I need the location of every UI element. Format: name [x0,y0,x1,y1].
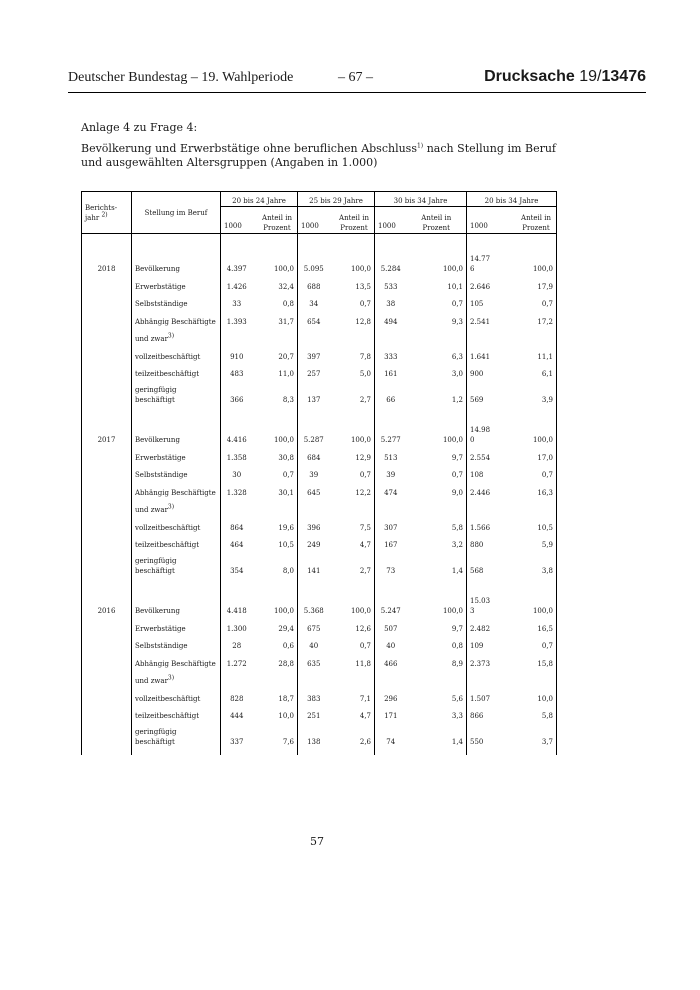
sub-header-share: Anteil in Prozent [330,207,375,234]
year-cell [82,327,132,345]
page-header [68,70,646,93]
value-1000-cell: 684 [298,445,330,463]
sub-header-1000: 1000 [298,207,330,234]
row-label: Erwerbstätige [132,616,221,634]
value-share-cell: 0,7 [451,471,463,479]
value-1000-cell: 5.247 [375,576,407,616]
value-share-cell: 5,8 [451,523,463,532]
value-1000-cell: 1.566 [467,515,495,533]
value-share-cell: 30,1 [278,488,294,497]
sub-header-1000: 1000 [467,207,495,234]
value-1000-cell: 249 [298,533,330,551]
value-1000-cell: 39 [298,463,330,481]
value-1000-cell: 675 [298,616,330,634]
value-1000-cell: 34 [298,292,330,310]
year-cell [82,669,132,687]
value-share-cell [495,498,557,516]
value-share-cell: 100,0 [442,607,463,615]
header-document-number: Drucksache 19/13476 [484,68,646,85]
year-cell [82,686,132,704]
value-share-cell: 2,7 [359,567,371,575]
value-share-cell: 3,0 [451,370,463,378]
value-1000-cell: 137 [298,379,330,405]
value-share-cell: 19,6 [278,523,294,532]
year-cell [82,463,132,481]
year-cell [82,344,132,362]
value-1000-cell: 2.541 [467,309,495,327]
table-row [82,292,557,310]
value-1000-cell: 5.368 [298,576,330,616]
value-1000-cell: 1.328 [221,480,253,498]
row-label: Abhängig Beschäftigte [132,309,221,327]
value-1000-cell: 654 [298,309,330,327]
value-share-cell [407,327,467,345]
value-1000-cell [298,669,330,687]
value-share-cell [407,669,467,687]
value-share-cell: 11,0 [278,370,294,378]
value-1000-cell: 474 [375,480,407,498]
value-share-cell [253,669,298,687]
value-share-cell: 100,0 [350,607,371,615]
value-share-cell: 12,9 [355,453,371,462]
spacer-cell [467,747,495,755]
value-1000-cell [375,669,407,687]
value-1000-cell: 28 [221,634,253,652]
table-row [82,445,557,463]
value-share-cell: 7,1 [359,694,371,703]
value-1000-cell [221,669,253,687]
value-share-cell: 9,0 [451,488,463,497]
row-label: Selbstständige [132,463,221,481]
year-cell [82,309,132,327]
sub-header-1000: 1000 [375,207,407,234]
value-1000-cell: 533 [375,274,407,292]
spacer-cell [82,747,132,755]
value-1000-cell: 38 [375,292,407,310]
value-share-cell: 10,1 [447,282,463,291]
value-1000-cell: 74 [375,721,407,747]
value-share-cell: 11,8 [355,659,371,668]
value-share-cell: 17,2 [495,309,557,327]
value-1000-cell: 14.98 0 [467,405,495,445]
value-1000-cell [221,327,253,345]
value-1000-cell: 828 [221,686,253,704]
value-share-cell: 6,1 [495,362,557,380]
row-label: geringfügig beschäftigt [132,721,221,747]
value-1000-cell: 568 [467,550,495,576]
value-1000-cell: 494 [375,309,407,327]
value-1000-cell: 910 [221,344,253,362]
row-label: Bevölkerung [132,405,221,445]
value-share-cell: 100,0 [495,576,557,616]
row-label: Abhängig Beschäftigte [132,651,221,669]
header-page-marker: – 67 – [338,70,373,85]
value-1000-cell: 383 [298,686,330,704]
value-1000-cell: 2.446 [467,480,495,498]
value-1000-cell: 354 [221,550,253,576]
row-label: Bevölkerung [132,234,221,275]
value-share-cell: 8,3 [282,396,294,404]
group-header-20-24: 20 bis 24 Jahre [221,192,298,207]
value-share-cell: 0,7 [495,292,557,310]
value-share-cell: 4,7 [359,712,371,720]
value-1000-cell: 2.554 [467,445,495,463]
table-row [82,515,557,533]
value-share-cell: 0,6 [282,642,294,650]
value-1000-cell: 109 [467,634,495,652]
value-share-cell: 2,7 [359,396,371,404]
value-share-cell [407,498,467,516]
value-1000-cell: 2.646 [467,274,495,292]
value-1000-cell: 4.397 [221,234,253,275]
table-row [82,616,557,634]
value-share-cell: 0,7 [495,463,557,481]
row-label: vollzeitbeschäftigt [132,686,221,704]
year-cell [82,704,132,722]
year-cell [82,634,132,652]
value-1000-cell [467,498,495,516]
value-1000-cell [298,498,330,516]
value-share-cell: 3,2 [451,541,463,549]
table-row [82,721,557,747]
value-1000-cell [375,327,407,345]
value-share-cell [253,327,298,345]
value-share-cell: 1,4 [451,738,463,746]
value-1000-cell: 444 [221,704,253,722]
table-caption: Bevölkerung und Erwerbstätige ohne beruflichen Abschluss$^{1)}$ nach Stellung im Beruf und ausgewählten Altersgruppen (Angaben in 1.000) [81,142,556,169]
value-1000-cell: 257 [298,362,330,380]
table-end-spacer [82,747,557,755]
value-1000-cell: 1.426 [221,274,253,292]
row-label: vollzeitbeschäftigt [132,344,221,362]
value-1000-cell: 15.03 3 [467,576,495,616]
value-share-cell: 3,3 [451,712,463,720]
value-1000-cell: 688 [298,274,330,292]
value-share-cell: 0,7 [359,300,371,308]
value-share-cell: 5,0 [359,370,371,378]
value-1000-cell: 40 [375,634,407,652]
value-1000-cell: 569 [467,379,495,405]
value-share-cell: 2,6 [359,738,371,746]
value-1000-cell: 73 [375,550,407,576]
value-1000-cell: 396 [298,515,330,533]
value-share-cell: 0,7 [282,471,294,479]
value-1000-cell: 5.284 [375,234,407,275]
year-cell [82,362,132,380]
value-share-cell [330,669,375,687]
year-cell: 2018 [82,234,132,275]
table-row [82,576,557,616]
year-cell [82,445,132,463]
spacer-cell [253,747,298,755]
value-share-cell: 5,8 [495,704,557,722]
value-share-cell: 12,6 [355,624,371,633]
row-label: Selbstständige [132,292,221,310]
row-label: Erwerbstätige [132,445,221,463]
value-1000-cell: 366 [221,379,253,405]
value-share-cell: 100,0 [350,265,371,273]
table-row [82,498,557,516]
value-1000-cell: 645 [298,480,330,498]
value-1000-cell [467,327,495,345]
value-share-cell: 100,0 [273,607,294,615]
value-share-cell: 13,5 [355,282,371,291]
year-cell [82,274,132,292]
table-row [82,463,557,481]
spacer-cell [495,747,557,755]
value-share-cell: 17,0 [495,445,557,463]
value-1000-cell: 507 [375,616,407,634]
year-cell [82,515,132,533]
value-share-cell [330,498,375,516]
spacer-cell [330,747,375,755]
value-share-cell: 10,0 [495,686,557,704]
value-share-cell: 3,7 [495,721,557,747]
value-share-cell: 10,0 [278,712,294,720]
row-label: und zwar$^{3)}$ [132,327,221,345]
year-cell: 2016 [82,576,132,616]
table-row [82,686,557,704]
spacer-cell [298,747,330,755]
value-1000-cell: 550 [467,721,495,747]
row-label: teilzeitbeschäftigt [132,533,221,551]
value-share-cell: 1,2 [451,396,463,404]
value-share-cell: 100,0 [442,436,463,444]
value-1000-cell: 251 [298,704,330,722]
value-1000-cell: 1.358 [221,445,253,463]
table-row [82,533,557,551]
value-share-cell: 5,9 [495,533,557,551]
value-share-cell: 20,7 [278,352,294,361]
table-row [82,309,557,327]
value-share-cell: 1,4 [451,567,463,575]
value-share-cell: 18,7 [278,694,294,703]
value-share-cell: 9,7 [451,624,463,633]
value-1000-cell: 5.277 [375,405,407,445]
value-share-cell: 9,7 [451,453,463,462]
value-1000-cell: 66 [375,379,407,405]
table-row [82,362,557,380]
sub-header-share: Anteil in Prozent [495,207,557,234]
value-1000-cell: 337 [221,721,253,747]
table-row [82,344,557,362]
year-cell [82,379,132,405]
row-label: geringfügig beschäftigt [132,379,221,405]
table-row [82,274,557,292]
spacer-cell [407,747,467,755]
spacer-cell [375,747,407,755]
value-share-cell: 0,7 [359,642,371,650]
year-cell [82,616,132,634]
value-share-cell: 8,9 [451,659,463,668]
spacer-cell [132,747,221,755]
value-1000-cell: 333 [375,344,407,362]
value-1000-cell: 864 [221,515,253,533]
group-header-30-34: 30 bis 34 Jahre [375,192,467,207]
value-1000-cell: 161 [375,362,407,380]
year-cell [82,498,132,516]
value-1000-cell: 866 [467,704,495,722]
value-1000-cell: 1.507 [467,686,495,704]
value-share-cell: 100,0 [273,436,294,444]
table-row [82,669,557,687]
value-share-cell: 0,8 [282,300,294,308]
value-share-cell: 3,9 [495,379,557,405]
value-share-cell: 7,6 [282,738,294,746]
value-share-cell: 0,8 [451,642,463,650]
value-share-cell: 17,9 [495,274,557,292]
value-share-cell: 7,8 [359,352,371,361]
value-share-cell: 10,5 [495,515,557,533]
value-1000-cell: 880 [467,533,495,551]
table-row [82,550,557,576]
value-1000-cell: 1.393 [221,309,253,327]
value-share-cell: 6,3 [451,352,463,361]
value-1000-cell [375,498,407,516]
annex-label: Anlage 4 zu Frage 4: [81,121,198,134]
value-share-cell: 28,8 [278,659,294,668]
value-share-cell: 9,3 [451,317,463,326]
row-label: geringfügig beschäftigt [132,550,221,576]
value-share-cell: 12,2 [355,488,371,497]
row-label: Erwerbstätige [132,274,221,292]
value-1000-cell: 1.272 [221,651,253,669]
value-1000-cell: 1.300 [221,616,253,634]
value-share-cell: 100,0 [350,436,371,444]
value-share-cell [495,669,557,687]
year-cell [82,533,132,551]
value-share-cell: 11,1 [495,344,557,362]
table-row [82,704,557,722]
spacer-cell [221,747,253,755]
value-share-cell: 31,7 [278,317,294,326]
row-label: Selbstständige [132,634,221,652]
col-header-status: Stellung im Beruf [132,192,221,234]
value-1000-cell: 635 [298,651,330,669]
value-share-cell: 29,4 [278,624,294,633]
value-share-cell: 7,5 [359,523,371,532]
value-share-cell: 16,5 [495,616,557,634]
year-cell [82,292,132,310]
value-1000-cell: 5.095 [298,234,330,275]
value-1000-cell: 39 [375,463,407,481]
value-1000-cell [467,669,495,687]
value-1000-cell: 108 [467,463,495,481]
value-1000-cell: 1.641 [467,344,495,362]
col-header-year: Berichts-jahr $^{2)}$ [82,192,132,234]
value-1000-cell: 33 [221,292,253,310]
table-row [82,480,557,498]
year-cell [82,550,132,576]
value-1000-cell [221,498,253,516]
row-label: teilzeitbeschäftigt [132,362,221,380]
header-title: Deutscher Bundestag – 19. Wahlperiode [68,70,294,85]
value-share-cell: 15,8 [495,651,557,669]
group-header-25-29: 25 bis 29 Jahre [298,192,375,207]
sub-header-share: Anteil in Prozent [253,207,298,234]
value-share-cell: 0,7 [495,634,557,652]
table-row [82,651,557,669]
value-1000-cell: 307 [375,515,407,533]
value-share-cell: 32,4 [278,282,294,291]
value-1000-cell: 513 [375,445,407,463]
year-cell [82,480,132,498]
value-share-cell: 100,0 [495,234,557,275]
table-row [82,327,557,345]
year-cell [82,721,132,747]
page-number: 57 [310,835,324,848]
value-1000-cell: 466 [375,651,407,669]
value-share-cell [495,327,557,345]
value-share-cell [253,498,298,516]
value-1000-cell: 167 [375,533,407,551]
value-share-cell: 100,0 [495,405,557,445]
value-1000-cell: 171 [375,704,407,722]
row-label: Bevölkerung [132,576,221,616]
table-row [82,234,557,275]
table-row [82,634,557,652]
table-row [82,379,557,405]
value-1000-cell: 141 [298,550,330,576]
data-table [81,191,557,755]
value-1000-cell: 5.287 [298,405,330,445]
table-row [82,405,557,445]
group-header-20-34: 20 bis 34 Jahre [467,192,557,207]
value-1000-cell: 900 [467,362,495,380]
value-share-cell: 30,8 [278,453,294,462]
value-share-cell: 3,8 [495,550,557,576]
value-1000-cell: 14.77 6 [467,234,495,275]
value-1000-cell: 397 [298,344,330,362]
value-share-cell: 0,7 [451,300,463,308]
value-1000-cell [298,327,330,345]
value-share-cell: 0,7 [359,471,371,479]
row-label: und zwar$^{3)}$ [132,669,221,687]
year-cell [82,651,132,669]
value-share-cell: 100,0 [442,265,463,273]
value-1000-cell: 138 [298,721,330,747]
value-1000-cell: 30 [221,463,253,481]
row-label: und zwar$^{3)}$ [132,498,221,516]
value-share-cell: 16,3 [495,480,557,498]
value-1000-cell: 2.482 [467,616,495,634]
value-share-cell: 100,0 [273,265,294,273]
value-1000-cell: 483 [221,362,253,380]
row-label: teilzeitbeschäftigt [132,704,221,722]
value-1000-cell: 105 [467,292,495,310]
value-share-cell: 4,7 [359,541,371,549]
value-1000-cell: 4.418 [221,576,253,616]
value-1000-cell: 4.416 [221,405,253,445]
value-share-cell: 10,5 [278,541,294,549]
value-1000-cell: 296 [375,686,407,704]
year-cell: 2017 [82,405,132,445]
value-share-cell: 5,6 [451,694,463,703]
value-share-cell [330,327,375,345]
value-share-cell: 8,0 [282,567,294,575]
value-1000-cell: 464 [221,533,253,551]
value-1000-cell: 2.373 [467,651,495,669]
sub-header-share: Anteil in Prozent [407,207,467,234]
value-1000-cell: 40 [298,634,330,652]
sub-header-1000: 1000 [221,207,253,234]
row-label: Abhängig Beschäftigte [132,480,221,498]
row-label: vollzeitbeschäftigt [132,515,221,533]
value-share-cell: 12,8 [355,317,371,326]
